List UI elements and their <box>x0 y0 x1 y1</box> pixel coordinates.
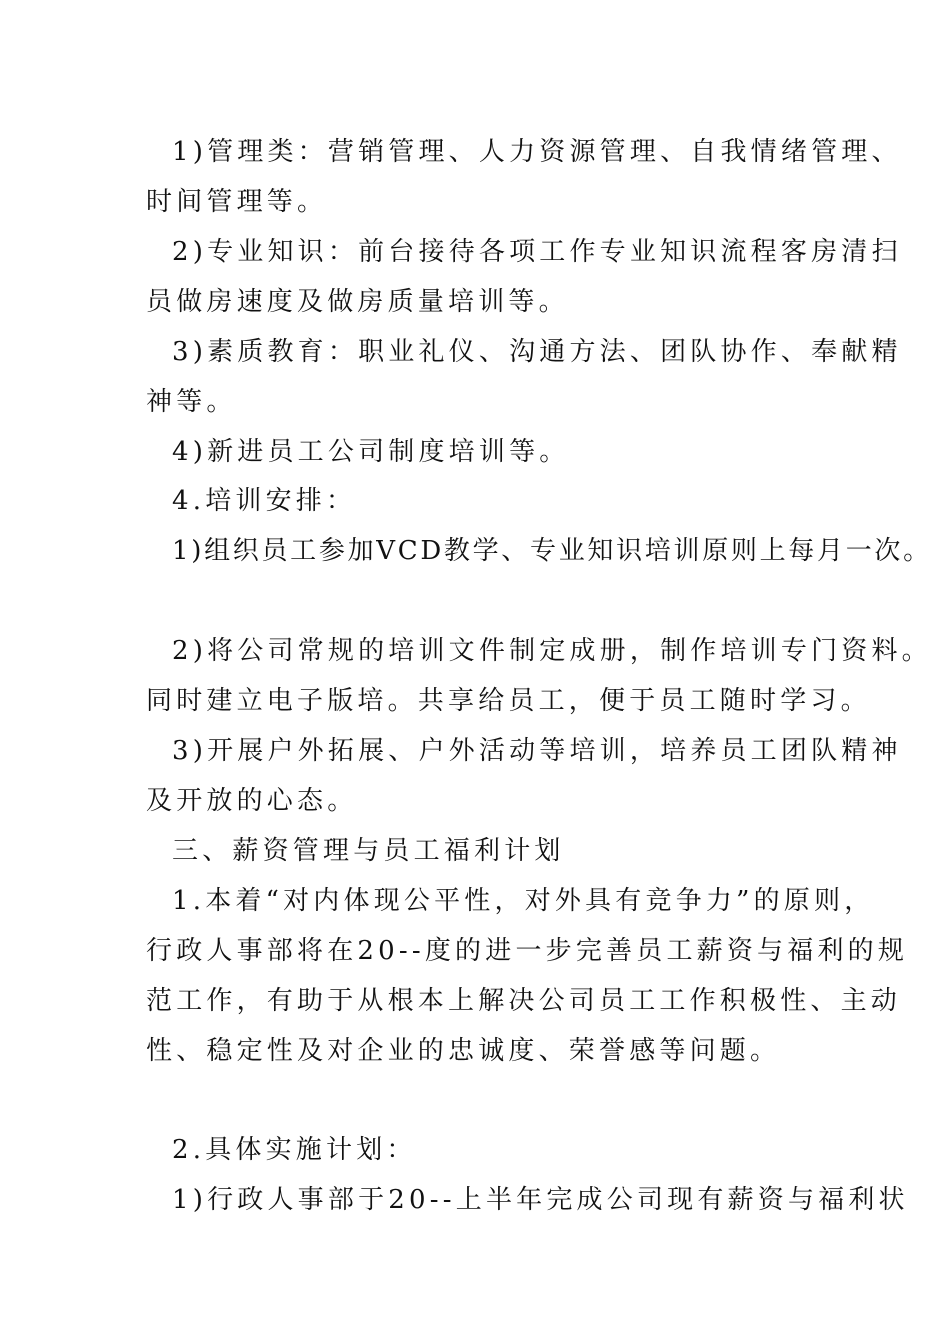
text-line: 时间管理等。 <box>146 187 328 217</box>
section-heading: 三、薪资管理与员工福利计划 <box>172 836 565 866</box>
text-line: 及开放的心态。 <box>146 786 358 816</box>
text-line: 性、稳定性及对企业的忠诚度、荣誉感等问题。 <box>146 1036 781 1066</box>
text-line: 员做房速度及做房质量培训等。 <box>146 287 569 317</box>
text-line: 4.培训安排： <box>172 486 357 516</box>
text-line: 2)专业知识：前台接待各项工作专业知识流程客房清扫 <box>172 237 902 267</box>
text-line: 3)素质教育：职业礼仪、沟通方法、团队协作、奉献精 <box>172 337 902 367</box>
text-line: 3)开展户外拓展、户外活动等培训，培养员工团队精神 <box>172 736 902 766</box>
text-line: 1)行政人事部于20--上半年完成公司现有薪资与福利状 <box>172 1185 909 1215</box>
text-line: 2.具体实施计划： <box>172 1135 417 1165</box>
text-line: 行政人事部将在20--度的进一步完善员工薪资与福利的规 <box>146 936 909 966</box>
text-line: 神等。 <box>146 387 237 417</box>
text-line: 4)新进员工公司制度培训等。 <box>172 437 570 467</box>
text-line: 同时建立电子版培。共享给员工，便于员工随时学习。 <box>146 686 871 716</box>
text-line: 范工作，有助于从根本上解决公司员工工作积极性、主动 <box>146 986 902 1016</box>
text-line: 1)组织员工参加VCD教学、专业知识培训原则上每月一次。 <box>172 536 932 566</box>
text-line: 1)管理类：营销管理、人力资源管理、自我情绪管理、 <box>172 137 902 167</box>
text-line: 1.本着“对内体现公平性，对外具有竞争力”的原则， <box>172 886 875 916</box>
text-line: 2)将公司常规的培训文件制定成册，制作培训专门资料。 <box>172 636 932 666</box>
